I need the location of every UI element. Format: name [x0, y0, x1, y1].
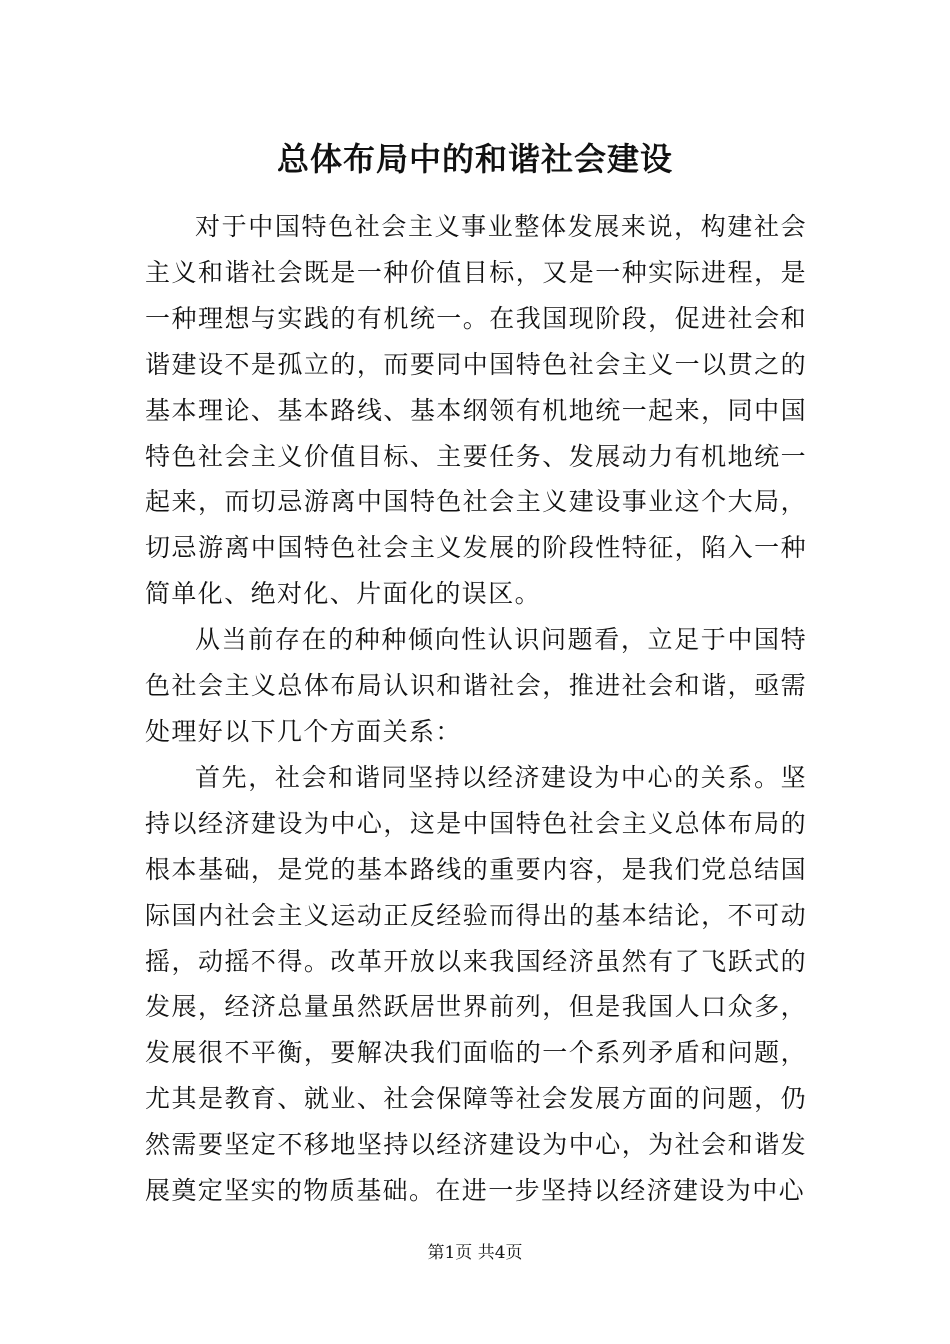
- paragraph-3: 首先，社会和谐同坚持以经济建设为中心的关系。坚持以经济建设为中心，这是中国特色社会主义总体布局的根本基础，是党的基本路线的重要内容，是我们党总结国际国内社会主义运动正反经验而得出的基本结论，不可动摇，动摇不得。改革开放以来我国经济虽然有了飞跃式的发展，经济总量虽然跃居世界前列，但是我国人口众多，发展很不平衡，要解决我们面临的一个系列矛盾和问题，尤其是教育、就业、社会保障等社会发展方面的问题，仍然需要坚定不移地坚持以经济建设为中心，为社会和谐发展奠定坚实的物质基础。在进一步坚持以经济建设为中心: [145, 762, 807, 1206]
- document-title: 总体布局中的和谐社会建设: [276, 140, 673, 178]
- paragraph-2: 从当前存在的种种倾向性认识问题看，立足于中国特色社会主义总体布局认识和谐社会，推进社会和谐，亟需处理好以下几个方面关系：: [145, 625, 807, 746]
- page-number-footer: 第1页 共4页: [427, 1243, 523, 1263]
- paragraph-1: 对于中国特色社会主义事业整体发展来说，构建社会主义和谐社会既是一种价值目标，又是一种实际进程，是一种理想与实践的有机统一。在我国现阶段，促进社会和谐建设不是孤立的，而要同中国特色社会主义一以贯之的基本理论、基本路线、基本纲领有机地统一起来，同中国特色社会主义价值目标、主要任务、发展动力有机地统一起来，而切忌游离中国特色社会主义建设事业这个大局，切忌游离中国特色社会主义发展的阶段性特征，陷入一种简单化、绝对化、片面化的误区。: [145, 212, 807, 609]
- document-body: [145, 204, 807, 1214]
